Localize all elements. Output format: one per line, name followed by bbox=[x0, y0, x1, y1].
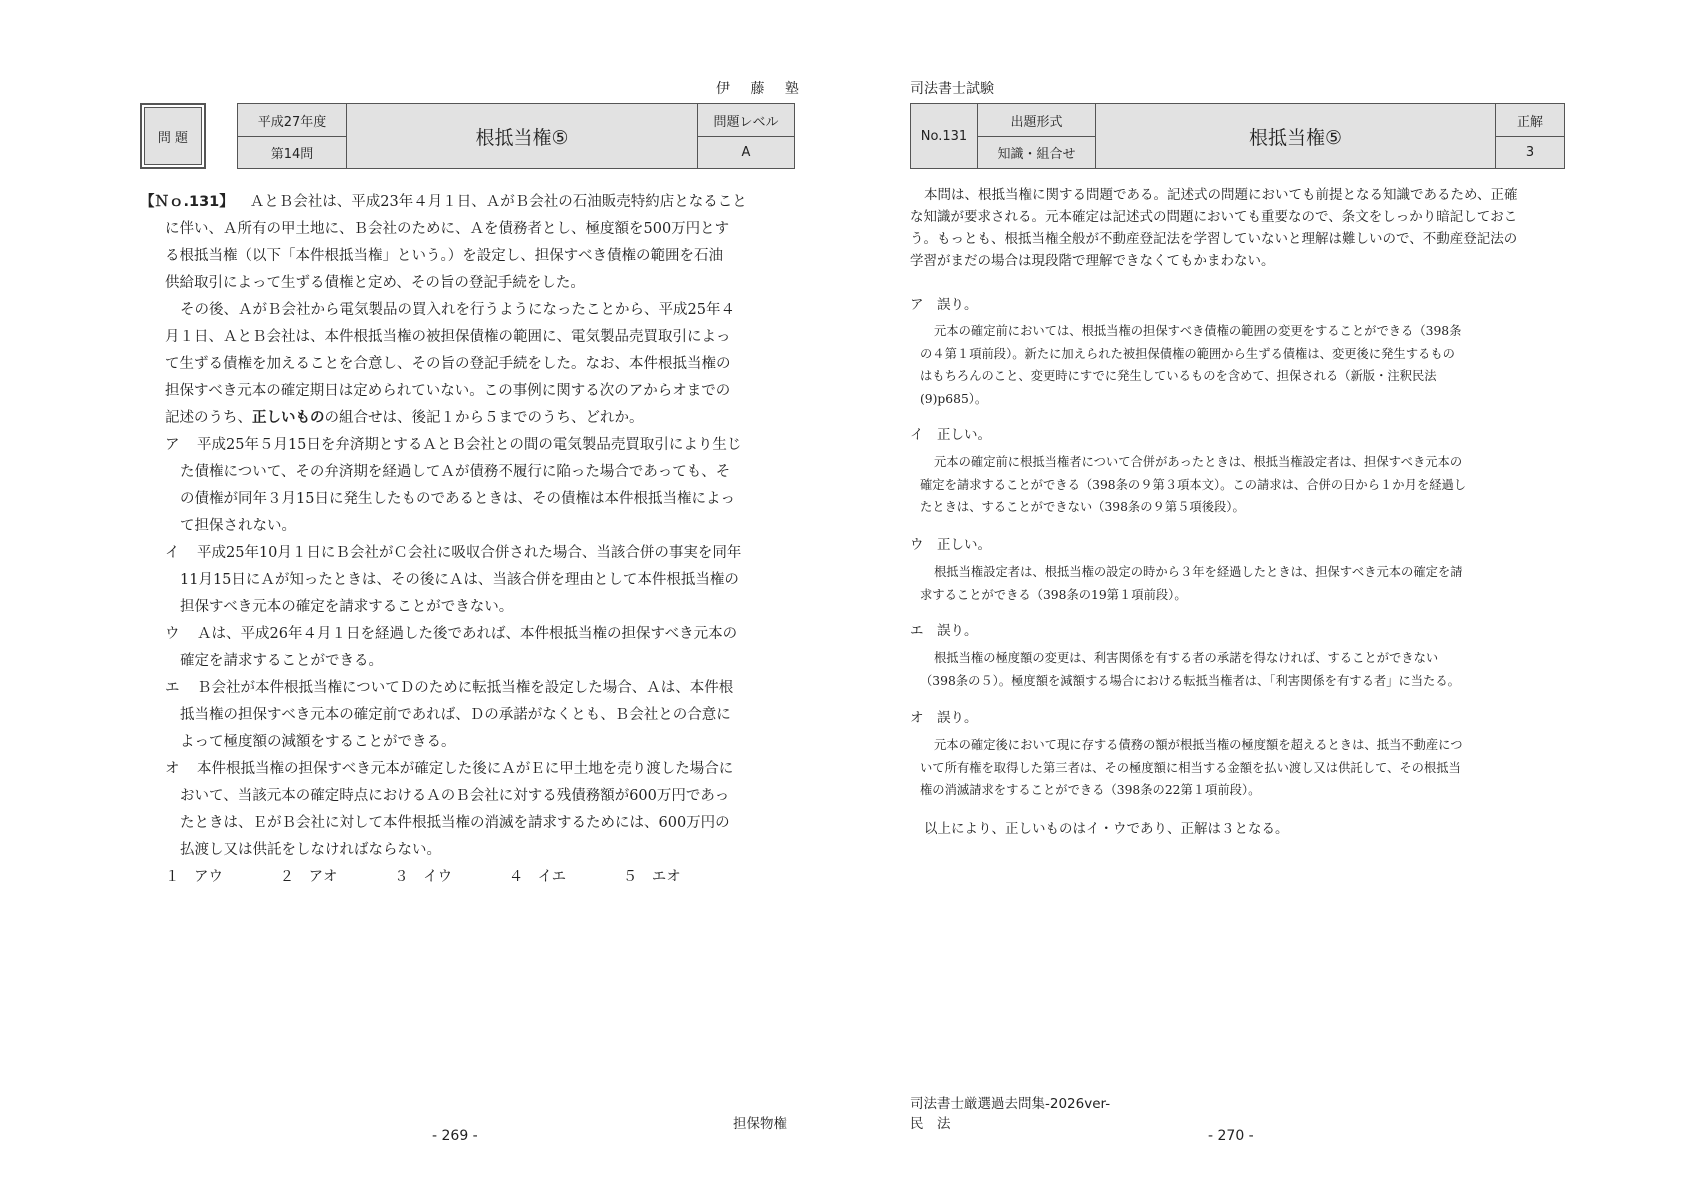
year-cell: 平成27年度 bbox=[237, 103, 347, 137]
format-cell: 知識・組合せ bbox=[977, 136, 1096, 169]
question-no-cell: 第14問 bbox=[237, 136, 347, 169]
choice-1: １ アウ bbox=[165, 869, 223, 885]
option-o-line: おいて、当該元本の確定時点におけるＡのＢ会社に対する残債務額が600万円であっ bbox=[180, 788, 730, 804]
option-i-line: 担保すべき元本の確定を請求することができない。 bbox=[180, 599, 514, 615]
explanation-a-body: 元本の確定前においては、根抵当権の担保すべき債権の範囲の変更をすることができる（398条 の４第１項前段）。新たに加えられた被担保債権の範囲から生ずる債権は、変更後に発生するもの はもちろんのこと、変更時にすでに発生しているものを含めて、担保される（新版・注釈民法 (9)p685）。 bbox=[920, 324, 1462, 406]
choice-2: ２ アオ bbox=[279, 869, 338, 885]
explanation-i-body: 元本の確定前に根抵当権者について合併があったときは、根抵当権設定者は、担保すべき元本の 確定を請求することができる（398条の９第３項本文）。この請求は、合併の日から１か月を経過し たときは、することができない（398条の９第５項後段）。 bbox=[920, 455, 1467, 514]
intro-paragraph: 本問は、根抵当権に関する問題である。記述式の問題においても前提となる知識であるため、正確 な知識が要求される。元本確定は記述式の問題においても重要なので、条文をしっかり暗記しておこ う。もっとも、根抵当権全般が不動産登記法を学習していないと理解は難しいので、不動産登記法の 学習がまだの場合は現段階で理解できなくてもかまわない。 bbox=[910, 187, 1518, 269]
option-a-line: ア 平成25年５月15日を弁済期とするＡとＢ会社との間の電気製品売買取引により生じ bbox=[165, 437, 742, 453]
explanation-o-head: オ 誤り。 bbox=[910, 710, 978, 726]
left-title-cell: 根抵当権⑤ bbox=[346, 103, 698, 169]
option-e-line: 抵当権の担保すべき元本の確定前であれば、Ｄの承諾がなくとも、Ｂ会社との合意に bbox=[180, 707, 731, 723]
option-e-line: エ Ｂ会社が本件根抵当権についてＤのために転抵当権を設定した場合、Ａは、本件根 bbox=[165, 680, 734, 696]
right-title-cell: 根抵当権⑤ bbox=[1095, 103, 1496, 169]
conclusion: 以上により、正しいものはイ・ウであり、正解は３となる。 bbox=[924, 821, 1289, 837]
right-footer-book: 司法書士厳選過去問集-2026ver- bbox=[910, 1096, 1111, 1112]
answer-cell: 3 bbox=[1495, 136, 1565, 169]
left-footer-label: 担保物権 bbox=[733, 1116, 787, 1132]
mondai-cell: 問 題 bbox=[140, 103, 206, 169]
left-page-number: - 269 - bbox=[432, 1128, 478, 1144]
choice-3: ３ イウ bbox=[394, 869, 453, 885]
option-e-line: よって極度額の減額をすることができる。 bbox=[180, 734, 456, 750]
right-footer-subject: 民 法 bbox=[910, 1116, 951, 1132]
question-p2-line: 担保すべき元本の確定期日は定められていない。この事例に関する次のアからオまでの bbox=[165, 383, 731, 399]
left-header-juku: 伊 藤 塾 bbox=[716, 81, 807, 97]
option-i-line: イ 平成25年10月１日にＢ会社がＣ会社に吸収合併された場合、当該合併の事実を同年 bbox=[165, 545, 742, 561]
option-o-line: 払渡し又は供託をしなければならない。 bbox=[180, 842, 441, 858]
option-u-line: ウ Ａは、平成26年４月１日を経過した後であれば、本件根抵当権の担保すべき元本の bbox=[165, 626, 738, 642]
explanation-i-head: イ 正しい。 bbox=[910, 427, 991, 443]
option-a-line: た債権について、その弁済期を経過してＡが債務不履行に陥った場合であっても、そ bbox=[180, 464, 731, 480]
option-o-line: オ 本件根抵当権の担保すべき元本が確定した後にＡがＥに甲土地を売り渡した場合に bbox=[165, 761, 734, 777]
option-a-line: て担保されない。 bbox=[180, 518, 296, 534]
question-body bbox=[140, 189, 790, 891]
explanation-o-body: 元本の確定後において現に存する債務の額が根抵当権の極度額を超えるときは、抵当不動産につ いて所有権を取得した第三者は、その極度額に相当する金額を払い渡し又は供託して、その根抵当 権の消滅請求をすることができる（398条の22第１項前段）。 bbox=[920, 738, 1463, 797]
question-p2-line: て生ずる債権を加えることを合意し、その旨の登記手続をした。なお、本件根抵当権の bbox=[165, 356, 731, 372]
question-p1-line: に伴い、Ａ所有の甲土地に、Ｂ会社のために、Ａを債務者とし、極度額を500万円とす bbox=[165, 221, 730, 237]
option-o-line: たときは、ＥがＢ会社に対して本件根抵当権の消滅を請求するためには、600万円の bbox=[180, 815, 730, 831]
answer-choices bbox=[140, 864, 790, 891]
question-p1-line: 供給取引によって生ずる債権と定め、その旨の登記手続をした。 bbox=[165, 275, 585, 291]
explanation-u-head: ウ 正しい。 bbox=[910, 537, 991, 553]
question-p1-line: 【Ｎｏ.131】 ＡとＢ会社は、平成23年４月１日、ＡがＢ会社の石油販売特約店となること bbox=[140, 194, 747, 210]
question-number: 【Ｎｏ.131】 bbox=[140, 194, 234, 210]
right-header-exam: 司法書士試験 bbox=[910, 81, 994, 97]
level-cell: A bbox=[697, 136, 795, 169]
explanation-e-head: エ 誤り。 bbox=[910, 623, 978, 639]
option-i-line: 11月15日にＡが知ったときは、その後にＡは、当該合併を理由として本件根抵当権の bbox=[180, 572, 739, 588]
explanation-e-body: 根抵当権の極度額の変更は、利害関係を有する者の承諾を得なければ、することができない （398条の５）。極度額を減額する場合における転抵当権者は、「利害関係を有する者」に当たる。 bbox=[920, 651, 1460, 688]
question-p2-last-line: 記述のうち、正しいものの組合せは、後記１から５までのうち、どれか。 bbox=[165, 410, 644, 426]
format-label-cell: 出題形式 bbox=[977, 103, 1096, 137]
level-label-cell: 問題レベル bbox=[697, 103, 795, 137]
choice-4: ４ イエ bbox=[508, 869, 567, 885]
no-cell: No.131 bbox=[910, 103, 978, 169]
explanation-u-body: 根抵当権設定者は、根抵当権の設定の時から３年を経過したときは、担保すべき元本の確定を請 求することができる（398条の19第１項前段）。 bbox=[920, 565, 1463, 602]
explanation-a-head: ア 誤り。 bbox=[910, 297, 978, 313]
option-a-line: の債権が同年３月15日に発生したものであるときは、その債権は本件根抵当権によっ bbox=[180, 491, 735, 507]
emphasis-correct: 正しいもの bbox=[252, 410, 325, 426]
answer-label-cell: 正解 bbox=[1495, 103, 1565, 137]
choice-5: ５ エオ bbox=[622, 869, 681, 885]
question-p2-line: その後、ＡがＢ会社から電気製品の買入れを行うようになったことから、平成25年４ bbox=[180, 302, 735, 318]
question-p2-line: 月１日、ＡとＢ会社は、本件根抵当権の被担保債権の範囲に、電気製品売買取引によっ bbox=[165, 329, 731, 345]
question-p1-line: る根抵当権（以下「本件根抵当権」という。）を設定し、担保すべき債権の範囲を石油 bbox=[165, 248, 723, 264]
right-page-number: - 270 - bbox=[1208, 1128, 1254, 1144]
option-u-line: 確定を請求することができる。 bbox=[180, 653, 383, 669]
